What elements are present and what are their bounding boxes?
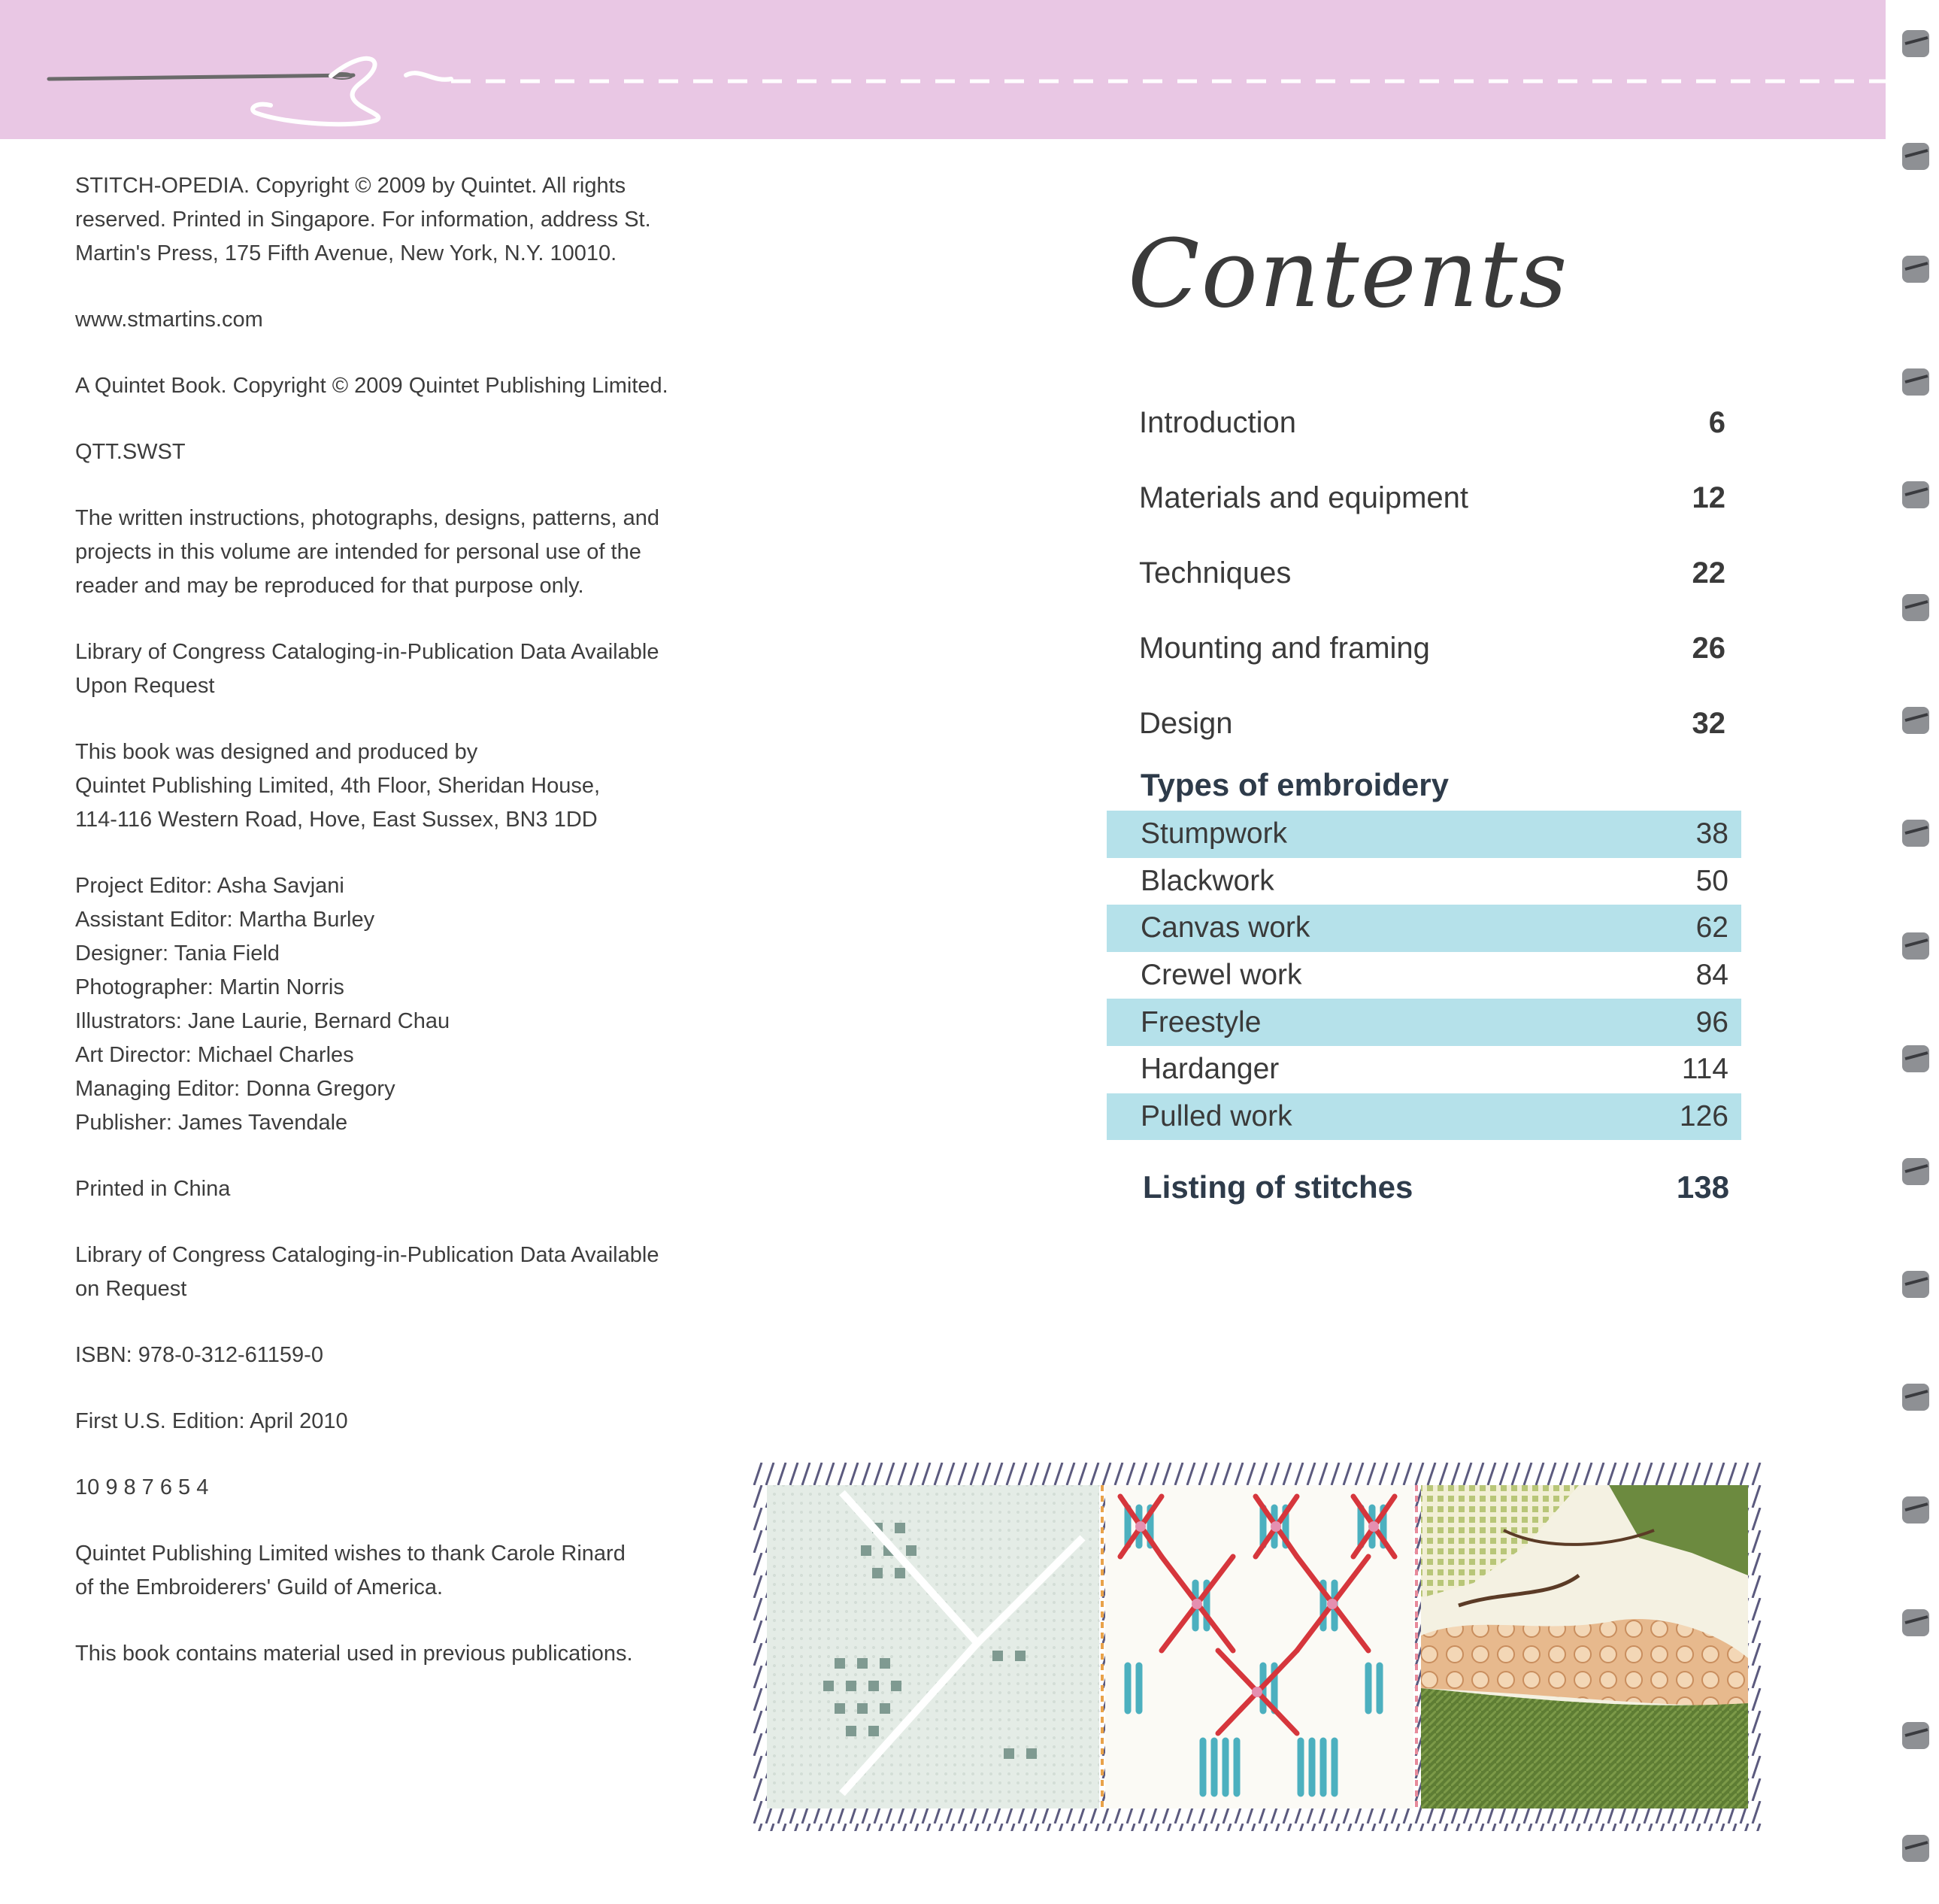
toc-item-label: Introduction bbox=[1139, 405, 1297, 439]
embroidery-sampler-image bbox=[752, 1463, 1763, 1831]
toc-item-stumpwork[interactable] bbox=[1107, 811, 1741, 858]
contents-title: Contents bbox=[1128, 220, 1569, 329]
toc-item-page: 38 bbox=[1695, 817, 1728, 850]
toc-item-hardanger[interactable] bbox=[1107, 1046, 1741, 1093]
toc-item-materials[interactable] bbox=[1139, 460, 1725, 535]
credits-list bbox=[75, 869, 707, 1140]
toc-item-page: 96 bbox=[1695, 1005, 1728, 1038]
toc-item-page: 26 bbox=[1692, 631, 1725, 665]
credit-line: Assistant Editor: Martha Burley bbox=[75, 908, 375, 932]
credit-line: Photographer: Martin Norris bbox=[75, 975, 344, 999]
toc-item-pulled-work[interactable] bbox=[1107, 1093, 1741, 1141]
toc-item-label: Pulled work bbox=[1141, 1099, 1292, 1132]
toc-item-label: Freestyle bbox=[1141, 1005, 1262, 1038]
credit-line: Project Editor: Asha Savjani bbox=[75, 874, 344, 898]
toc-item-crewel-work[interactable] bbox=[1107, 952, 1741, 999]
toc-item-techniques[interactable] bbox=[1139, 535, 1725, 611]
print-line: 10 9 8 7 6 5 4 bbox=[75, 1475, 209, 1499]
toc-item-blackwork[interactable] bbox=[1107, 858, 1741, 905]
loc-data-text: Library of Congress Cataloging-in-Publication Data Available Upon Request bbox=[75, 640, 659, 698]
book-code: QTT.SWST bbox=[75, 440, 186, 464]
quintet-copyright-text: A Quintet Book. Copyright © 2009 Quintet Publishing Limited. bbox=[75, 374, 668, 398]
credit-line: Publisher: James Tavendale bbox=[75, 1111, 348, 1135]
toc-item-page: 62 bbox=[1695, 911, 1728, 944]
toc-item-freestyle[interactable] bbox=[1107, 999, 1741, 1046]
toc-item-listing-of-stitches[interactable] bbox=[1143, 1169, 1729, 1205]
toc-item-design[interactable] bbox=[1139, 686, 1725, 761]
credit-line: Art Director: Michael Charles bbox=[75, 1043, 354, 1067]
credit-line: Managing Editor: Donna Gregory bbox=[75, 1077, 395, 1101]
toc-item-label: Stumpwork bbox=[1141, 817, 1288, 850]
toc-item-page: 138 bbox=[1676, 1169, 1729, 1205]
toc-item-page: 114 bbox=[1681, 1053, 1728, 1086]
toc-item-page: 50 bbox=[1695, 864, 1728, 897]
credit-line: Designer: Tania Field bbox=[75, 941, 280, 966]
imprint-column bbox=[75, 169, 707, 1703]
toc-item-page: 22 bbox=[1692, 556, 1725, 590]
thanks-text: Quintet Publishing Limited wishes to thank Carole Rinard of the Embroiderers' Guild of America. bbox=[75, 1542, 626, 1599]
needle-thread-icon bbox=[0, 0, 1895, 139]
toc-item-page: 126 bbox=[1679, 1099, 1728, 1132]
loc-data-text-2: Library of Congress Cataloging-in-Publication Data Available on Request bbox=[75, 1243, 659, 1301]
toc-item-mounting[interactable] bbox=[1139, 611, 1725, 686]
toc-item-label: Design bbox=[1139, 706, 1233, 740]
isbn-text: ISBN: 978-0-312-61159-0 bbox=[75, 1343, 323, 1367]
spiral-binding bbox=[1886, 0, 1939, 1904]
website-text: www.stmartins.com bbox=[75, 308, 263, 332]
copyright-text: STITCH-OPEDIA. Copyright © 2009 by Quintet. All rights reserved. Printed in Singapore. For information, address St. Martin's Press, 175 Fifth Avenue, New York, N.Y. 10010. bbox=[75, 174, 651, 265]
instructions-note: The written instructions, photographs, designs, patterns, and projects in this volume are intended for personal use of the reader and may be reproduced for that purpose only. bbox=[75, 506, 659, 598]
toc-item-canvas-work[interactable] bbox=[1107, 905, 1741, 952]
toc-item-page: 6 bbox=[1708, 405, 1725, 439]
types-heading: Types of embroidery bbox=[1141, 767, 1449, 802]
designed-by-text: This book was designed and produced by Quintet Publishing Limited, 4th Floor, Sheridan House, 114-116 Western Road, Hove, East Sussex, BN3 1DD bbox=[75, 740, 601, 832]
toc-item-label: Materials and equipment bbox=[1139, 481, 1469, 514]
toc-item-label: Crewel work bbox=[1141, 959, 1302, 992]
main-toc bbox=[1139, 385, 1725, 761]
credit-line: Illustrators: Jane Laurie, Bernard Chau bbox=[75, 1009, 450, 1033]
edition-text: First U.S. Edition: April 2010 bbox=[75, 1409, 348, 1433]
previous-publications-text: This book contains material used in previous publications. bbox=[75, 1642, 633, 1666]
printed-in-text: Printed in China bbox=[75, 1177, 231, 1201]
types-list bbox=[1107, 811, 1741, 1140]
toc-item-label: Listing of stitches bbox=[1143, 1169, 1413, 1205]
toc-item-introduction[interactable] bbox=[1139, 385, 1725, 460]
toc-item-page: 12 bbox=[1692, 481, 1725, 514]
toc-item-label: Blackwork bbox=[1141, 864, 1274, 897]
toc-item-page: 84 bbox=[1695, 959, 1728, 992]
toc-item-label: Hardanger bbox=[1141, 1053, 1280, 1086]
toc-item-label: Techniques bbox=[1139, 556, 1292, 590]
toc-item-page: 32 bbox=[1692, 706, 1725, 740]
toc-item-label: Canvas work bbox=[1141, 911, 1310, 944]
toc-item-label: Mounting and framing bbox=[1139, 631, 1430, 665]
